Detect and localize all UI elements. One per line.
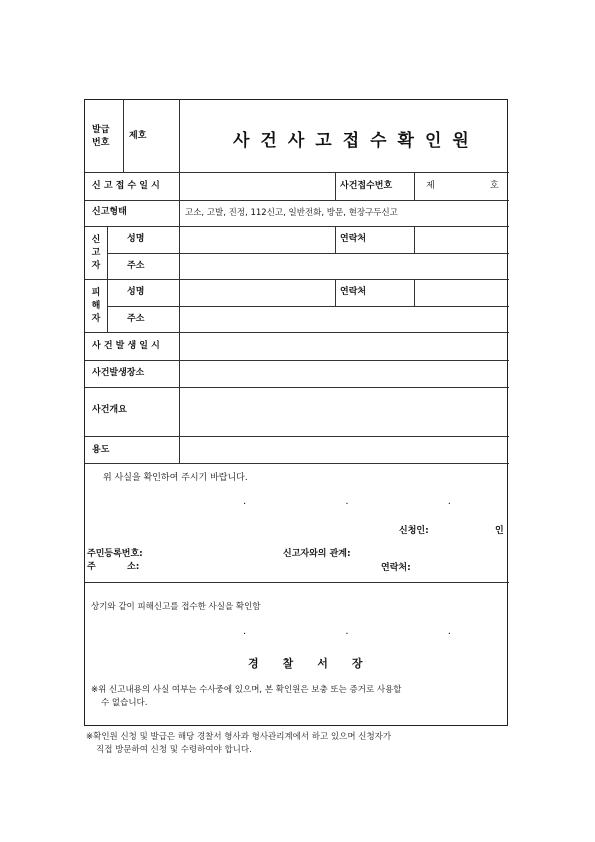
reporter-contact-label: 연락처 (340, 234, 367, 244)
request-text: 위 사실을 확인하여 주시기 바랍니다. (103, 473, 248, 483)
seal-mark: 인 (495, 526, 504, 536)
report-datetime-label: 신 고 접 수 일 시 (92, 181, 160, 191)
victim-name-label: 성명 (127, 287, 145, 297)
row-divider (85, 226, 509, 227)
confirmation-note-line1: ※위 신고내용의 사실 여부는 수사중에 있으며, 본 확인원은 보충 또는 증거로 사용할 (91, 685, 402, 695)
victim-label: 피 해 자 (91, 288, 101, 324)
victim-address-label: 주소 (127, 314, 145, 324)
incident-place-label: 사건발생장소 (92, 368, 145, 378)
case-no-prefix: 제 (426, 181, 435, 191)
reporter-contact-field[interactable] (420, 230, 504, 250)
request-date-dots: · · · (243, 499, 499, 510)
row-divider (107, 253, 509, 254)
column-divider (414, 279, 415, 306)
case-no-suffix: 호 (490, 181, 499, 191)
summary-label: 사건개요 (92, 405, 127, 415)
confirmation-date-dots: · · · (243, 629, 499, 640)
row-divider (85, 463, 509, 464)
reporter-address-field[interactable] (185, 257, 503, 277)
purpose-field[interactable] (185, 440, 503, 460)
column-divider (335, 172, 336, 200)
incident-datetime-label: 사 건 발 생 일 시 (92, 341, 160, 351)
incident-place-field[interactable] (185, 364, 503, 384)
issue-no-value: 제호 (129, 131, 147, 141)
relation-label: 신고자와의 관계: (283, 549, 351, 559)
row-divider (85, 436, 509, 437)
column-divider (335, 279, 336, 306)
column-divider (335, 226, 336, 253)
purpose-label: 용도 (92, 445, 110, 455)
resident-no-label: 주민등록번호: (87, 549, 143, 559)
victim-contact-label: 연락처 (340, 287, 367, 297)
reporter-name-field[interactable] (185, 230, 329, 250)
footnote-line2: 직접 방문하여 신청 및 수령하여야 합니다. (96, 745, 252, 755)
column-divider (123, 100, 124, 172)
applicant-address-label: 주 소: (87, 562, 140, 572)
row-divider (85, 279, 509, 280)
row-divider (85, 387, 509, 388)
confirmation-text: 상기와 같이 피해신고를 접수한 사실을 확인함 (91, 602, 261, 612)
column-divider (179, 100, 180, 463)
victim-contact-field[interactable] (420, 283, 504, 303)
police-station-chief: 경찰서장 (248, 657, 387, 670)
document-title: 사건사고접수확인원 (233, 131, 480, 151)
summary-field[interactable] (185, 392, 503, 432)
issue-no-label: 발급 번호 (92, 125, 110, 148)
confirmation-note-line2: 수 없습니다. (101, 698, 148, 708)
victim-name-field[interactable] (185, 283, 329, 303)
row-divider (85, 172, 509, 173)
report-type-label: 신고형태 (92, 207, 127, 217)
row-divider (85, 582, 509, 583)
confirmation-form (84, 99, 508, 726)
row-divider (85, 360, 509, 361)
victim-address-field[interactable] (185, 310, 503, 330)
row-divider (85, 332, 509, 333)
incident-datetime-field[interactable] (185, 336, 503, 356)
row-divider (107, 306, 509, 307)
reporter-address-label: 주소 (127, 261, 145, 271)
reporter-name-label: 성명 (127, 234, 145, 244)
case-no-label: 사건접수번호 (340, 181, 393, 191)
applicant-label: 신청인: (399, 526, 429, 536)
applicant-contact-label: 연락처: (381, 563, 411, 573)
row-divider (85, 200, 509, 201)
column-divider (414, 226, 415, 253)
column-divider (414, 172, 415, 200)
report-type-options[interactable]: 고소, 고발, 진정, 112신고, 일반전화, 방문, 현장구두신고 (185, 208, 398, 218)
footnote-line1: ※확인원 신청 및 발급은 해당 경찰서 형사과 형사관리계에서 하고 있으며 신청자가 (86, 732, 392, 742)
report-datetime-field[interactable] (185, 176, 329, 196)
reporter-label: 신 고 자 (91, 235, 101, 271)
column-divider (107, 226, 108, 332)
